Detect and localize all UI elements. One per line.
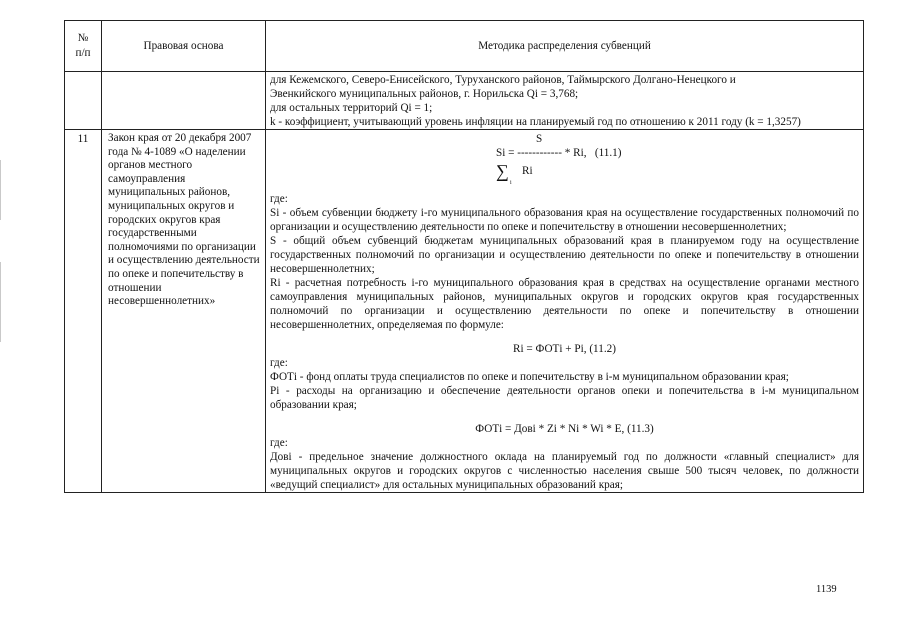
def-fot: ФОТi - фонд оплаты труда специалистов по опеке и попечительству в i-м муниципальном образовании края; <box>270 371 789 383</box>
row-number: 11 <box>65 130 102 493</box>
formula-11-3: ФОТi = Довi * Zi * Ni * Wi * E, (11.3) <box>475 423 654 435</box>
formula-denominator: Ri <box>522 165 533 177</box>
def-si: Si - объем субвенции бюджету i-го муниципального образования края на осуществление государственных полномочий по организации и осуществлению деятельности по опеке и попечительству в отношении несовершеннолетних; <box>270 207 859 233</box>
spacer <box>270 412 859 422</box>
table-header-row <box>65 21 864 72</box>
method-cell <box>266 130 864 493</box>
cont-line-3: для остальных территорий Qi = 1; <box>270 102 433 114</box>
def-dov: Довi - предельное значение должностного оклада на планируемый год по должности «главный специалист» для муниципальных округов и городских округов с численностью населения свыше 500 тысяч человек, по должности «ведущий специалист» для остальных муниципальных образований края; <box>270 451 859 491</box>
sum-symbol: ∑ <box>496 161 509 181</box>
formula-11-1 <box>270 130 859 192</box>
where-label-1: где: <box>270 193 288 205</box>
header-num: № п/п <box>65 21 102 72</box>
spacer <box>270 332 859 342</box>
scan-margin-mark <box>0 160 1 220</box>
def-s: S - общий объем субвенций бюджетам муниципальных образований края в планируемом году на осуществление государственных полномочий по организации и осуществлению деятельности по опеке и попечительству в отношении несовершеннолетних; <box>270 235 859 275</box>
sum-index: i <box>510 180 512 186</box>
cont-method-cell <box>266 72 864 130</box>
header-method: Методика распределения субвенций <box>266 21 864 72</box>
k-definition: k - коэффициент, учитывающий уровень инфляции на планируемый год по отношению к 2011 году (k = 1,3257) <box>270 116 801 128</box>
table-row-continuation <box>65 72 864 130</box>
formula-11-2: Ri = ФОТi + Pi, (11.2) <box>513 343 616 355</box>
where-label-2: где: <box>270 357 288 369</box>
distribution-table <box>64 20 864 493</box>
cont-num-cell <box>65 72 102 130</box>
def-pi: Pi - расходы на организацию и обеспечение деятельности органов опеки и попечительства в i-м муниципальном образовании края; <box>270 385 859 411</box>
formula-line: Si = ------------ * Ri, (11.1) <box>496 147 622 159</box>
cont-line-2: Эвенкийского муниципальных районов, г. Норильска Qi = 3,768; <box>270 88 579 100</box>
header-legal-basis: Правовая основа <box>102 21 266 72</box>
formula-numerator: S <box>536 133 543 145</box>
cont-line-1: для Кежемского, Северо-Енисейского, Туруханского районов, Таймырского Долгано-Ненецкого и <box>270 74 736 86</box>
def-ri: Ri - расчетная потребность i-го муниципального образования края в средствах на осуществление органами местного самоуправления муниципальных районов, муниципальных округов и городских округов края государственных полномочий по организации и осуществлению деятельности по опеке и попечительству в отношении несовершеннолетних, определяемая по формуле: <box>270 277 859 331</box>
legal-basis-text: Закон края от 20 декабря 2007 года № 4-1089 «О наделении органов местного самоуправления муниципальных районов, муниципальных округов и городских округов края государственными полномочиями по организации и осуществлению деятельности по опеке и попечительству в отношении несовершеннолетних» <box>102 130 266 493</box>
cont-legal-cell <box>102 72 266 130</box>
where-label-3: где: <box>270 437 288 449</box>
scan-margin-mark <box>0 262 1 342</box>
table-row-11 <box>65 130 864 493</box>
page-number: 1139 <box>816 584 837 595</box>
